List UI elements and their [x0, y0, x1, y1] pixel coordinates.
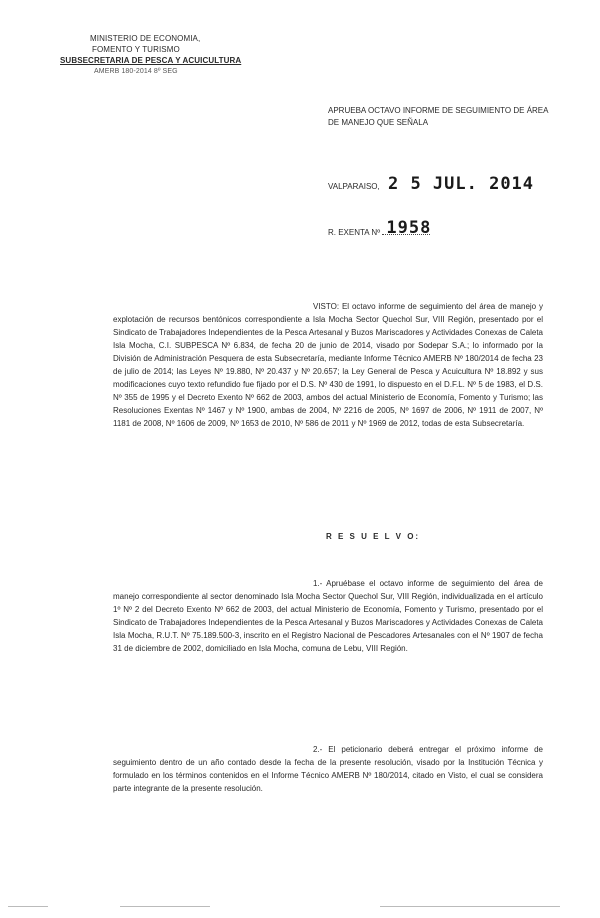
- subsecretaria-line: SUBSECRETARIA DE PESCA Y ACUICULTURA: [60, 56, 242, 65]
- ministry-line-1: MINISTERIO DE ECONOMIA,: [90, 34, 201, 43]
- footer-rule-left: [8, 906, 48, 908]
- point-2-paragraph: [113, 743, 543, 795]
- reference-line: AMERB 180-2014 8º SEG: [94, 68, 178, 75]
- resolution-subject: APRUEBA OCTAVO INFORME DE SEGUIMIENTO DE ÁREA DE MANEJO QUE SEÑALA: [328, 106, 549, 127]
- resolution-label: R. EXENTA Nº: [328, 228, 381, 237]
- point-1-text: del área de manejo correspondiente al sector denominado Isla Mocha Sector Quechol Sur, VIII Región, individualizada en el artículo 1º Nº 2 del Decreto Exento Nº 662 de 2003, del actual Ministerio de Economía, Fomento y Turismo, presentado por el Sindicato de Trabajadores Independientes de la Pesca Artesanal y Buzos Mariscadores y Actividades Conexas de Caleta Isla Mocha, R.U.T. Nº 75.189.500-3, inscrito en el Registro Nacional de Pescadores Artesanales con el Nº 1907 de fecha 31 de diciembre de 2002, domiciliado en Isla Mocha, comuna de Lebu, VIII Región.: [113, 579, 544, 653]
- resuelvo-heading: R E S U E L V O:: [326, 532, 421, 541]
- visto-text: El octavo informe de seguimiento del área de manejo y explotación de recursos bentónicos correspondiente a Isla Mocha Sector Quechol Sur, VIII Región, presentado por el Sindicato de Trabajadores Independientes de la Pesca Artesanal y Buzos Mariscadores y Actividades Conexas de Caleta Isla Mocha, C.I. SUBPESCA Nº 6.834, de fecha 20 de junio de 2014, visado por Sodepar S.A.; lo informado por la División de Administración Pesquera de esta Subsecretaría, mediante Informe Técnico AMERB Nº 180/2014 de fecha 23 de julio de 2014; las Leyes Nº 19.880, Nº 20.437 y Nº 20.657; la Ley General de Pesca y Acuicultura Nº 18.892 y sus modificaciones cuyo texto refundido fue fijado por el D.S. Nº 430 de 1991, lo dispuesto en el D.F.L. Nº 5 de 1983, el D.S. Nº 355 de 1995 y el Decreto Exento Nº 662 de 2003, ambos del actual Ministerio de Economía, Fomento y Turismo; las Resoluciones Exentas Nº 1467 y Nº 1900, ambas de 2004, Nº 2216 de 2005, Nº 1697 de 2006, Nº 1911 de 2007, Nº 1181 de 2008, Nº 1606 de 2009, Nº 1653 de 2010, Nº 586 de 2011 y Nº 1969 de 2012, todas de esta Subsecretaría.: [113, 302, 543, 428]
- resolution-number-line: [328, 218, 432, 238]
- visto-lead: VISTO:: [313, 302, 340, 311]
- letterhead: [60, 33, 242, 77]
- date-city: VALPARAISO,: [328, 182, 380, 191]
- footer-rule-right: [380, 906, 560, 908]
- date-stamp: 2 5 JUL. 2014: [387, 174, 535, 194]
- date-line: [328, 174, 534, 194]
- visto-paragraph: [113, 300, 543, 430]
- footer-rule-mid: [120, 906, 210, 908]
- point-1-lead: 1.- Apruébase el octavo informe de seguimiento: [313, 579, 495, 588]
- resolution-number-blank: [382, 218, 432, 238]
- ministry-line-2: FOMENTO Y TURISMO: [92, 45, 180, 54]
- point-2-text: informe de seguimiento dentro de un año contado desde la fecha de la presente resolución, visado por la Institución Técnica y formulado en los términos contenidos en el Informe Técnico AMERB Nº 180/2014, citado en Visto, el cual se considera parte integrante de la presente resolución.: [113, 745, 543, 793]
- point-2-lead: 2.- El peticionario deberá entregar el próximo: [313, 745, 496, 754]
- point-1-paragraph: [113, 577, 543, 655]
- resolution-number: 1958: [386, 218, 432, 238]
